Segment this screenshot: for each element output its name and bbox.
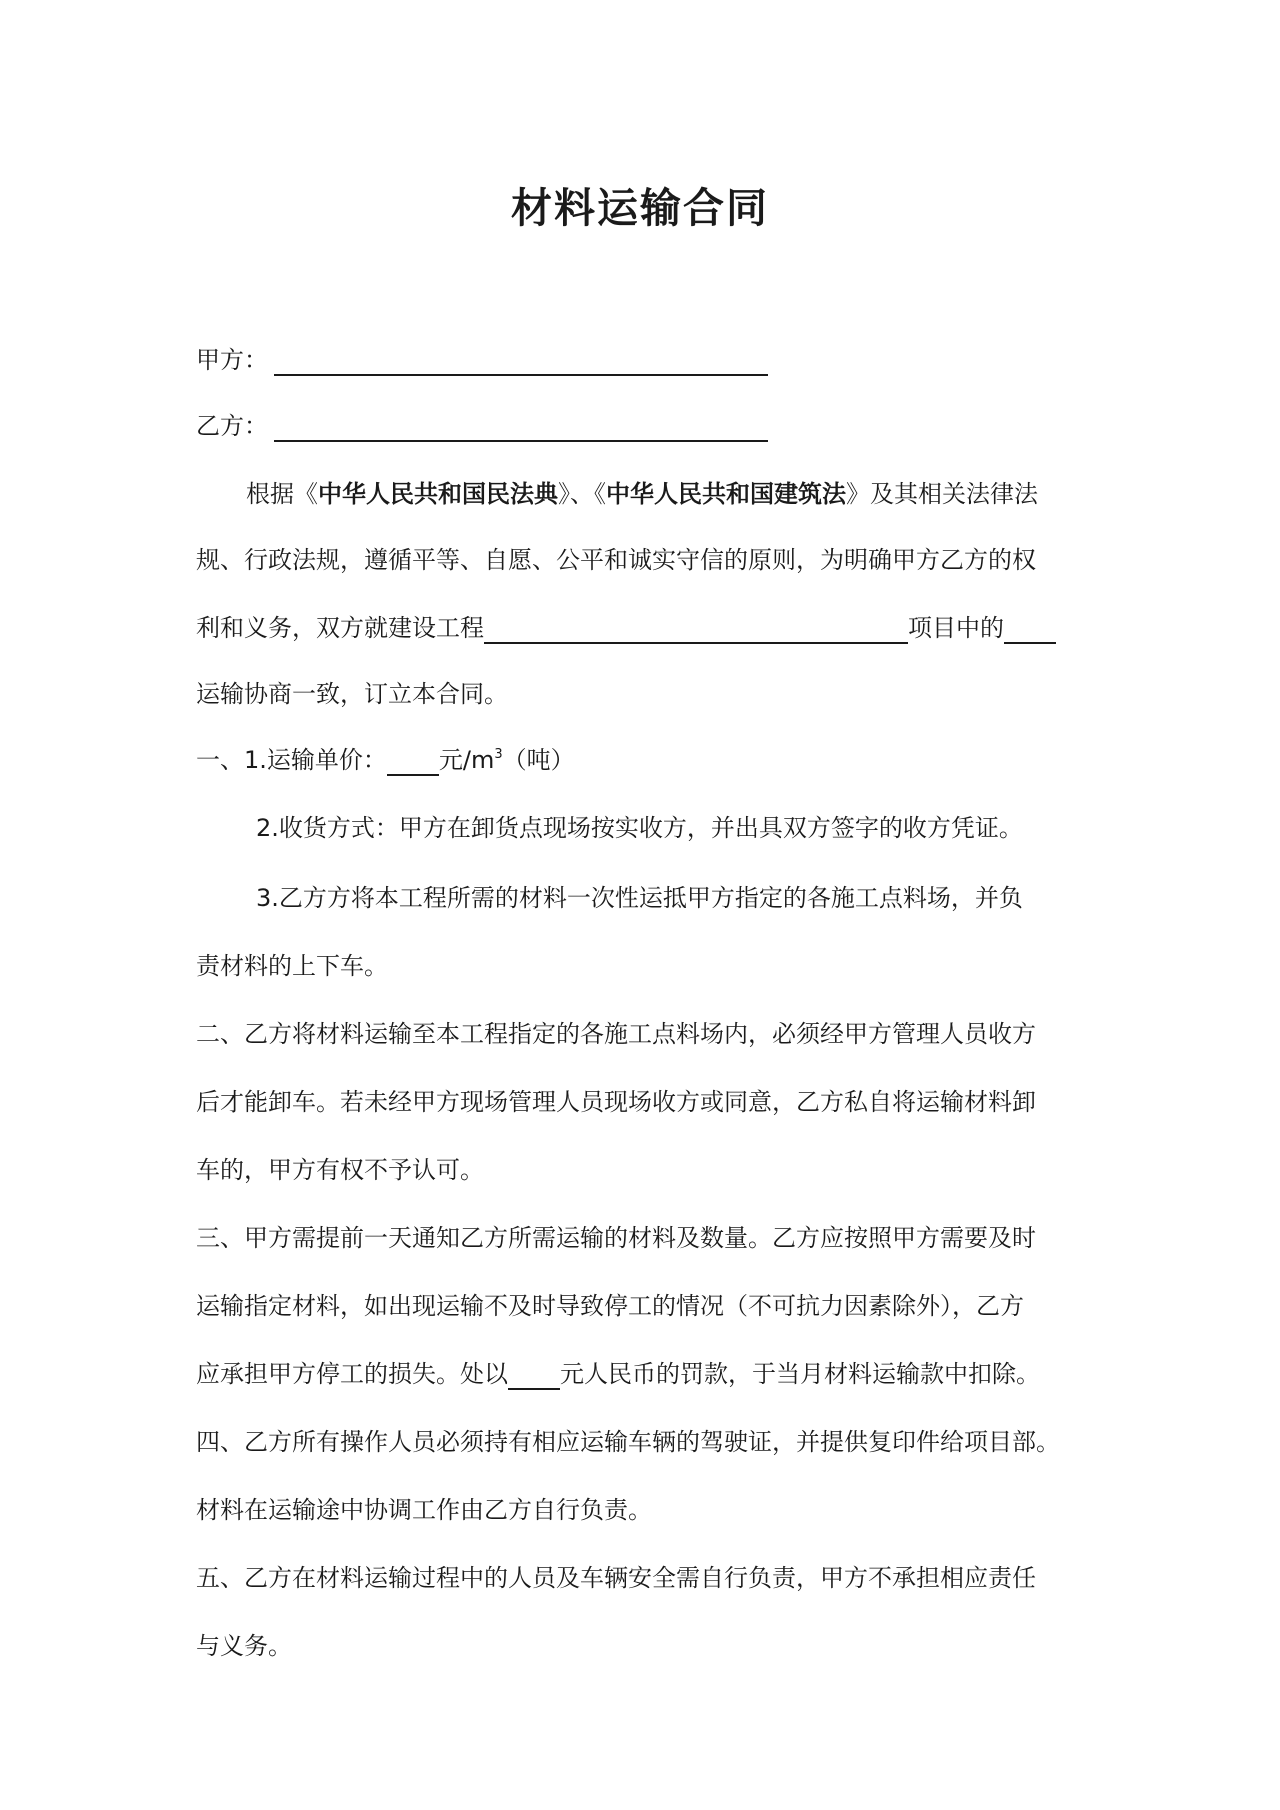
clause-1-item-2: 2.收货方式：甲方在卸货点现场按实收方，并出具双方签字的收方凭证。 (256, 814, 1023, 842)
intro-text: 》、《 (558, 480, 606, 508)
intro-line-3 (196, 608, 1056, 648)
clause-4-line-1: 四、乙方所有操作人员必须持有相应运输车辆的驾驶证，并提供复印件给项目部。 (196, 1428, 1060, 1456)
material-type-blank[interactable] (1004, 612, 1056, 644)
clause-3-line-2: 运输指定材料，如出现运输不及时导致停工的情况（不可抗力因素除外），乙方 (196, 1292, 1024, 1320)
clause-3-line-1: 三、甲方需提前一天通知乙方所需运输的材料及数量。乙方应按照甲方需要及时 (196, 1224, 1036, 1252)
cubic-superscript: 3 (494, 747, 503, 762)
project-name-blank[interactable] (484, 612, 908, 644)
party-a-blank[interactable] (274, 344, 768, 376)
clause-5-line-1: 五、乙方在材料运输过程中的人员及车辆安全需自行负责，甲方不承担相应责任 (196, 1564, 1036, 1592)
party-a-line (196, 340, 768, 380)
clause-5-line-2: 与义务。 (196, 1632, 292, 1660)
penalty-amount-blank[interactable] (508, 1358, 560, 1390)
clause-2-line-2: 后才能卸车。若未经甲方现场管理人员现场收方或同意，乙方私自将运输材料卸 (196, 1088, 1036, 1116)
clause-3-line-3 (196, 1354, 1040, 1394)
clause-1-item-3-cont: 责材料的上下车。 (196, 952, 388, 980)
clause-4-line-2: 材料在运输途中协调工作由乙方自行负责。 (196, 1496, 652, 1524)
party-b-line (196, 406, 768, 446)
intro-text: 》及其相关法律法 (846, 480, 1038, 508)
intro-text: 项目中的 (908, 614, 1004, 642)
clause-2-line-1: 二、乙方将材料运输至本工程指定的各施工点料场内，必须经甲方管理人员收方 (196, 1020, 1036, 1048)
clause-text: 应承担甲方停工的损失。处以 (196, 1360, 508, 1388)
clause-text: 元人民币的罚款，于当月材料运输款中扣除。 (560, 1360, 1040, 1388)
clause-text: 元/m (438, 746, 495, 774)
document-title: 材料运输合同 (511, 184, 769, 232)
party-b-label: 乙方： (196, 412, 268, 440)
unit-price-blank[interactable] (387, 744, 439, 776)
party-b-blank[interactable] (274, 410, 768, 442)
intro-text: 根据《 (246, 480, 318, 508)
clause-text: （吨） (502, 746, 575, 774)
clause-1-item-1 (196, 740, 575, 780)
intro-line-2: 规、行政法规，遵循平等、自愿、公平和诚实守信的原则，为明确甲方乙方的权 (196, 546, 1036, 574)
construction-law-name: 中华人民共和国建筑法 (606, 480, 846, 508)
party-a-label: 甲方： (196, 346, 268, 374)
clause-2-line-3: 车的，甲方有权不予认可。 (196, 1156, 484, 1184)
intro-line-1 (246, 474, 1038, 514)
clause-text: 一、1.运输单价： (196, 746, 387, 774)
intro-line-4: 运输协商一致，订立本合同。 (196, 680, 508, 708)
intro-text: 利和义务，双方就建设工程 (196, 614, 484, 642)
civil-code-name: 中华人民共和国民法典 (318, 480, 558, 508)
clause-1-item-3: 3.乙方方将本工程所需的材料一次性运抵甲方指定的各施工点料场，并负 (256, 884, 1023, 912)
